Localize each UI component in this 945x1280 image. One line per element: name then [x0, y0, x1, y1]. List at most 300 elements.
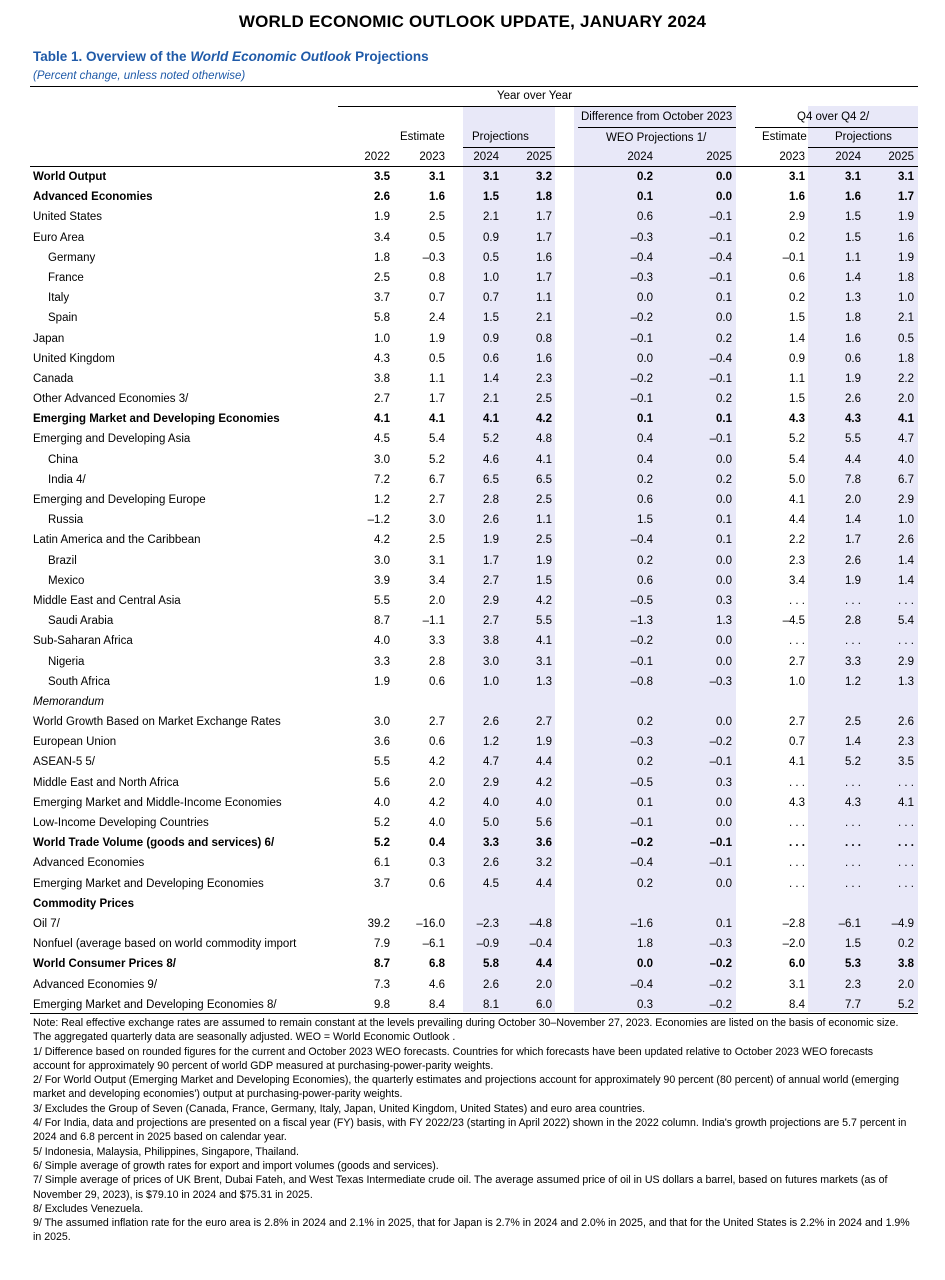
cell-value: –0.1	[709, 837, 732, 850]
cell-value: 0.2	[637, 877, 653, 890]
cell-value: 2.5	[536, 534, 552, 547]
row-label: ASEAN-5 5/	[33, 756, 95, 769]
cell-value: 4.1	[898, 413, 914, 426]
table-row	[0, 733, 945, 753]
cell-value: . . .	[898, 857, 914, 870]
cell-value: 4.7	[898, 433, 914, 446]
page-title: WORLD ECONOMIC OUTLOOK UPDATE, JANUARY 2024	[238, 12, 707, 31]
cell-value: . . .	[789, 857, 805, 870]
footnote: 7/ Simple average of prices of UK Brent, Dubai Fateh, and West Texas Intermediate crude oil. The average assumed price of oil in US dollars a barrel, based on futures markets (as of November 29, 2023), is $79.10 in 2024 and $75.31 in 2025.	[33, 1174, 888, 1201]
cell-value: 4.4	[845, 453, 861, 466]
cell-value: 7.2	[374, 473, 390, 486]
cell-value: 2.3	[898, 736, 914, 749]
cell-value: 1.5	[536, 574, 552, 587]
cell-value: 4.2	[429, 756, 445, 769]
row-label: Advanced Economies	[33, 857, 145, 870]
cell-value: 9.8	[374, 998, 390, 1011]
cell-value: 1.9	[536, 736, 552, 749]
cell-value: 5.2	[789, 433, 805, 446]
cell-value: 5.4	[789, 453, 805, 466]
cell-value: 5.4	[429, 433, 445, 446]
cell-value: 0.2	[637, 554, 653, 567]
cell-value: 2.7	[374, 393, 390, 406]
cell-value: 2.0	[898, 393, 914, 406]
header-q4-estimate: Estimate	[762, 131, 807, 143]
cell-value: –0.4	[630, 857, 653, 870]
header-bottom-rule	[30, 166, 918, 167]
cell-value: –0.1	[630, 655, 653, 668]
footnote: 2/ For World Output (Emerging Market and Developing Economies), the quarterly estimates and projections account for approximately 90 percent (80 percent) of annual world (emerging market and developing economies') output at purchasing-power-parity weights.	[33, 1074, 899, 1101]
cell-value: 0.0	[716, 877, 732, 890]
cell-value: 3.1	[789, 171, 805, 183]
cell-value: –0.2	[709, 736, 732, 749]
cell-value: 4.1	[536, 453, 552, 466]
cell-value: –0.1	[709, 756, 732, 769]
table-row	[0, 330, 945, 350]
table-row	[0, 895, 945, 915]
cell-value: 3.1	[845, 171, 861, 183]
cell-value: 2.6	[483, 978, 499, 991]
cell-value: 1.5	[789, 393, 805, 406]
cell-value: –0.4	[709, 352, 732, 365]
cell-value: . . .	[845, 817, 861, 829]
cell-value: –0.1	[709, 857, 732, 870]
year-header-6: 2023	[779, 151, 805, 163]
row-label: Nigeria	[48, 655, 85, 668]
table-body	[0, 168, 945, 1016]
cell-value: . . .	[898, 635, 914, 648]
row-label: Emerging and Developing Asia	[33, 433, 191, 446]
row-label: European Union	[33, 736, 117, 749]
cell-value: 5.2	[483, 433, 499, 446]
cell-value: 4.1	[789, 494, 805, 506]
cell-value: –0.1	[630, 817, 653, 829]
cell-value: 0.0	[716, 635, 732, 648]
cell-value: 1.7	[536, 211, 552, 224]
cell-value: –0.3	[422, 251, 445, 264]
cell-value: 0.1	[637, 191, 653, 204]
row-label: India 4/	[48, 473, 86, 486]
cell-value: 1.7	[536, 231, 552, 244]
table-row	[0, 854, 945, 874]
year-header-5: 2025	[706, 151, 732, 163]
cell-value: 0.0	[716, 796, 732, 809]
cell-value: 0.2	[716, 332, 732, 345]
table-row	[0, 350, 945, 370]
table-row	[0, 552, 945, 572]
row-label: Emerging Market and Developing Economies 8/	[33, 998, 277, 1011]
cell-value: 2.1	[483, 211, 499, 224]
cell-value: –0.9	[476, 938, 499, 951]
cell-value: . . .	[898, 877, 914, 890]
cell-value: 1.4	[898, 554, 914, 567]
cell-value: 2.1	[483, 393, 499, 406]
cell-value: 0.6	[789, 271, 805, 284]
year-header-3: 2025	[526, 151, 552, 163]
year-header-0: 2022	[364, 151, 390, 163]
cell-value: 4.1	[374, 413, 390, 426]
cell-value: 3.7	[374, 877, 390, 890]
cell-value: –0.4	[630, 978, 653, 991]
cell-value: 3.9	[374, 574, 390, 587]
row-label: United States	[33, 211, 103, 224]
cell-value: 1.3	[536, 675, 552, 688]
cell-value: –1.3	[630, 615, 653, 628]
cell-value: 5.2	[845, 756, 861, 769]
cell-value: 0.7	[483, 292, 499, 305]
cell-value: 1.1	[536, 514, 552, 527]
cell-value: –0.1	[709, 433, 732, 446]
footnote: 4/ For India, data and projections are presented on a fiscal year (FY) basis, with FY 2022/23 (starting in April 2022) shown in the 2022 column. India's growth projections are 5.7 percent in 2024 and 6.8 percent in 2025 based on calendar year.	[33, 1117, 907, 1144]
cell-value: 4.3	[374, 352, 390, 365]
cell-value: 5.5	[845, 433, 861, 446]
cell-value: 6.1	[374, 857, 390, 870]
cell-value: 0.0	[716, 494, 732, 506]
row-label: China	[48, 453, 79, 466]
cell-value: 3.8	[483, 635, 499, 648]
cell-value: 4.1	[429, 413, 445, 426]
cell-value: 0.1	[716, 292, 732, 305]
cell-value: 2.1	[898, 312, 914, 325]
cell-value: 0.0	[716, 817, 732, 829]
cell-value: 1.4	[898, 574, 914, 587]
table-row	[0, 713, 945, 733]
cell-value: 3.6	[536, 837, 552, 850]
cell-value: 2.0	[845, 494, 861, 506]
cell-value: 1.3	[845, 292, 861, 305]
cell-value: 0.6	[483, 352, 499, 365]
cell-value: 1.6	[845, 191, 861, 204]
table-row	[0, 491, 945, 511]
cell-value: 2.9	[898, 494, 914, 506]
cell-value: –0.3	[630, 736, 653, 749]
cell-value: 0.4	[429, 837, 445, 850]
cell-value: 0.0	[716, 716, 732, 729]
cell-value: –4.9	[891, 917, 914, 930]
cell-value: 3.8	[898, 958, 914, 971]
cell-value: 2.6	[898, 716, 914, 729]
cell-value: 4.0	[374, 796, 390, 809]
cell-value: 0.6	[429, 736, 445, 749]
footnotes	[33, 1016, 913, 1245]
cell-value: 4.2	[536, 413, 552, 426]
cell-value: 4.1	[483, 413, 499, 426]
table-row	[0, 794, 945, 814]
row-label: Canada	[33, 372, 74, 385]
cell-value: 1.2	[483, 736, 499, 749]
row-label: Middle East and Central Asia	[33, 594, 181, 607]
cell-value: 0.5	[429, 352, 445, 365]
cell-value: –6.1	[422, 938, 445, 951]
cell-value: 39.2	[367, 917, 390, 930]
row-label: Low-Income Developing Countries	[33, 817, 209, 829]
header-estimate: Estimate	[400, 131, 445, 143]
cell-value: –2.0	[782, 938, 805, 951]
cell-value: 6.7	[429, 473, 445, 486]
cell-value: . . .	[789, 817, 805, 829]
cell-value: 1.0	[483, 675, 499, 688]
cell-value: . . .	[845, 837, 861, 850]
cell-value: 2.6	[374, 191, 390, 204]
cell-value: . . .	[789, 877, 805, 890]
cell-value: 1.4	[789, 332, 805, 345]
table-row	[0, 976, 945, 996]
table-row	[0, 531, 945, 551]
table-row	[0, 511, 945, 531]
cell-value: 0.5	[898, 332, 914, 345]
row-label: Brazil	[48, 554, 77, 567]
cell-value: 1.8	[374, 251, 390, 264]
cell-value: 0.2	[637, 716, 653, 729]
cell-value: –0.2	[709, 998, 732, 1011]
header-q4-over-q4: Q4 over Q4 2/	[797, 111, 870, 123]
cell-value: 0.4	[637, 433, 653, 446]
cell-value: 0.9	[789, 352, 805, 365]
cell-value: 4.6	[483, 453, 499, 466]
cell-value: 4.0	[536, 796, 552, 809]
cell-value: 2.9	[483, 776, 499, 789]
cell-value: 0.0	[716, 171, 732, 183]
cell-value: 0.2	[637, 473, 653, 486]
cell-value: 0.6	[429, 675, 445, 688]
cell-value: 4.3	[845, 796, 861, 809]
cell-value: –0.1	[630, 332, 653, 345]
cell-value: 1.1	[429, 372, 445, 385]
table-row	[0, 370, 945, 390]
table-row	[0, 269, 945, 289]
table-row	[0, 653, 945, 673]
cell-value: 6.0	[789, 958, 805, 971]
cell-value: –1.6	[630, 917, 653, 930]
footnote: 1/ Difference based on rounded figures for the current and October 2023 WEO forecasts. Countries for which forecasts have been updated relative to October 2023 WEO forecasts account for approximately 90 percent of world GDP measured at purchasing-power-parity weights.	[33, 1045, 874, 1072]
header-projections: Projections	[472, 131, 529, 143]
cell-value: 3.2	[536, 857, 552, 870]
cell-value: 1.4	[845, 736, 861, 749]
cell-value: 8.7	[374, 958, 390, 971]
cell-value: 0.5	[429, 231, 445, 244]
cell-value: 5.5	[374, 594, 390, 607]
row-label: Nonfuel (average based on world commodity import	[33, 938, 297, 951]
cell-value: –0.5	[630, 776, 653, 789]
cell-value: 1.9	[429, 332, 445, 345]
cell-value: 2.5	[536, 494, 552, 506]
cell-value: 3.8	[374, 372, 390, 385]
cell-value: 2.8	[483, 494, 499, 506]
cell-value: 1.9	[898, 251, 914, 264]
cell-value: 0.0	[716, 191, 732, 204]
cell-value: 1.3	[716, 615, 732, 628]
cell-value: 3.3	[374, 655, 390, 668]
cell-value: 2.8	[429, 655, 445, 668]
cell-value: 1.8	[898, 271, 914, 284]
cell-value: 0.0	[716, 574, 732, 587]
cell-value: 1.8	[845, 312, 861, 325]
cell-value: . . .	[789, 837, 805, 850]
cell-value: 2.7	[789, 716, 805, 729]
table-row	[0, 592, 945, 612]
cell-value: 0.3	[429, 857, 445, 870]
row-label: Commodity Prices	[33, 897, 134, 910]
cell-value: 4.5	[374, 433, 390, 446]
row-label: World Consumer Prices 8/	[33, 958, 176, 971]
cell-value: –4.8	[529, 917, 552, 930]
cell-value: 4.3	[789, 796, 805, 809]
cell-value: 5.8	[483, 958, 499, 971]
cell-value: 2.6	[898, 534, 914, 547]
cell-value: 4.7	[483, 756, 499, 769]
row-label: Emerging Market and Developing Economies	[33, 877, 264, 890]
cell-value: . . .	[789, 635, 805, 648]
header-difference: Difference from October 2023	[581, 111, 733, 123]
cell-value: 6.0	[536, 998, 552, 1011]
cell-value: 3.0	[483, 655, 499, 668]
cell-value: 3.1	[483, 171, 499, 183]
cell-value: 1.9	[845, 574, 861, 587]
cell-value: 1.0	[374, 332, 390, 345]
cell-value: 1.5	[845, 938, 861, 951]
cell-value: 1.0	[898, 514, 914, 527]
cell-value: 1.5	[637, 514, 653, 527]
row-label: United Kingdom	[33, 352, 115, 365]
table-row	[0, 875, 945, 895]
cell-value: 0.7	[789, 736, 805, 749]
cell-value: 2.5	[429, 534, 445, 547]
table-row	[0, 572, 945, 592]
cell-value: 1.0	[483, 271, 499, 284]
table-row	[0, 289, 945, 309]
cell-value: 3.2	[536, 171, 552, 183]
cell-value: 2.4	[429, 312, 445, 325]
cell-value: 1.7	[429, 393, 445, 406]
row-label: Russia	[48, 514, 84, 527]
table-row	[0, 188, 945, 208]
cell-value: 7.8	[845, 473, 861, 486]
cell-value: . . .	[898, 594, 914, 607]
cell-value: 4.0	[374, 635, 390, 648]
cell-value: 0.0	[716, 453, 732, 466]
cell-value: 2.7	[483, 574, 499, 587]
cell-value: 4.2	[429, 796, 445, 809]
cell-value: 5.3	[845, 958, 861, 971]
table-row	[0, 673, 945, 693]
row-label: South Africa	[48, 675, 111, 688]
cell-value: 2.2	[898, 372, 914, 385]
cell-value: 0.1	[716, 917, 732, 930]
table-row	[0, 774, 945, 794]
row-label: Mexico	[48, 574, 85, 587]
cell-value: 1.4	[845, 271, 861, 284]
table-subtitle: (Percent change, unless noted otherwise)	[33, 70, 246, 82]
footnote: 3/ Excludes the Group of Seven (Canada, France, Germany, Italy, Japan, United Kingdom, United States) and euro area countries.	[33, 1102, 646, 1115]
cell-value: 4.2	[536, 594, 552, 607]
row-label: Emerging and Developing Europe	[33, 494, 206, 506]
cell-value: 4.1	[536, 635, 552, 648]
cell-value: 6.5	[483, 473, 499, 486]
row-label: Japan	[33, 332, 65, 345]
table-row	[0, 814, 945, 834]
header-difference-underline	[578, 127, 736, 128]
cell-value: 1.6	[845, 332, 861, 345]
cell-value: 2.7	[429, 494, 445, 506]
cell-value: 3.5	[374, 171, 390, 183]
cell-value: –0.3	[709, 938, 732, 951]
cell-value: –0.1	[709, 231, 732, 244]
cell-value: 1.0	[789, 675, 805, 688]
cell-value: –2.3	[476, 917, 499, 930]
cell-value: 1.7	[898, 191, 914, 204]
cell-value: –0.2	[630, 635, 653, 648]
cell-value: 1.1	[536, 292, 552, 305]
cell-value: –0.2	[630, 837, 653, 850]
cell-value: 5.2	[374, 837, 390, 850]
row-label: Memorandum	[33, 695, 104, 708]
cell-value: 1.7	[845, 534, 861, 547]
cell-value: 5.0	[483, 817, 499, 829]
cell-value: 0.1	[716, 534, 732, 547]
row-label: Germany	[48, 251, 96, 264]
cell-value: 2.7	[483, 615, 499, 628]
cell-value: –1.2	[367, 514, 390, 527]
row-label: Middle East and North Africa	[33, 776, 179, 789]
row-label: France	[48, 271, 84, 284]
cell-value: 3.0	[374, 554, 390, 567]
cell-value: –0.4	[529, 938, 552, 951]
cell-value: –0.1	[782, 251, 805, 264]
row-label: Sub-Saharan Africa	[33, 635, 133, 648]
cell-value: 3.0	[374, 453, 390, 466]
cell-value: 2.8	[845, 615, 861, 628]
cell-value: 0.1	[716, 413, 732, 426]
cell-value: 1.6	[536, 352, 552, 365]
cell-value: 0.8	[429, 271, 445, 284]
row-label: Saudi Arabia	[48, 615, 114, 628]
row-label: Spain	[48, 312, 78, 325]
cell-value: 0.7	[429, 292, 445, 305]
cell-value: 1.5	[789, 312, 805, 325]
cell-value: 1.6	[536, 251, 552, 264]
row-label: Advanced Economies 9/	[33, 978, 158, 991]
cell-value: 1.0	[898, 292, 914, 305]
row-label: Oil 7/	[33, 917, 60, 930]
row-label: Latin America and the Caribbean	[33, 534, 201, 547]
cell-value: 1.7	[483, 554, 499, 567]
table-row	[0, 632, 945, 652]
cell-value: 2.3	[845, 978, 861, 991]
table-row	[0, 693, 945, 713]
cell-value: 3.6	[374, 736, 390, 749]
year-header-7: 2024	[835, 151, 861, 163]
cell-value: 4.4	[789, 514, 805, 527]
year-header-4: 2024	[627, 151, 653, 163]
cell-value: –0.1	[630, 393, 653, 406]
cell-value: 5.6	[374, 776, 390, 789]
cell-value: 2.6	[483, 857, 499, 870]
cell-value: 3.3	[429, 635, 445, 648]
cell-value: 3.4	[429, 574, 445, 587]
cell-value: . . .	[898, 837, 914, 850]
cell-value: 5.4	[898, 615, 914, 628]
cell-value: 3.1	[789, 978, 805, 991]
header-weo-projections: WEO Projections 1/	[606, 132, 707, 144]
year-header-8: 2025	[888, 151, 914, 163]
cell-value: –0.1	[709, 372, 732, 385]
cell-value: 7.3	[374, 978, 390, 991]
row-label: World Output	[33, 171, 107, 183]
cell-value: 1.2	[845, 675, 861, 688]
cell-value: 3.7	[374, 292, 390, 305]
table-row	[0, 955, 945, 975]
cell-value: . . .	[789, 776, 805, 789]
